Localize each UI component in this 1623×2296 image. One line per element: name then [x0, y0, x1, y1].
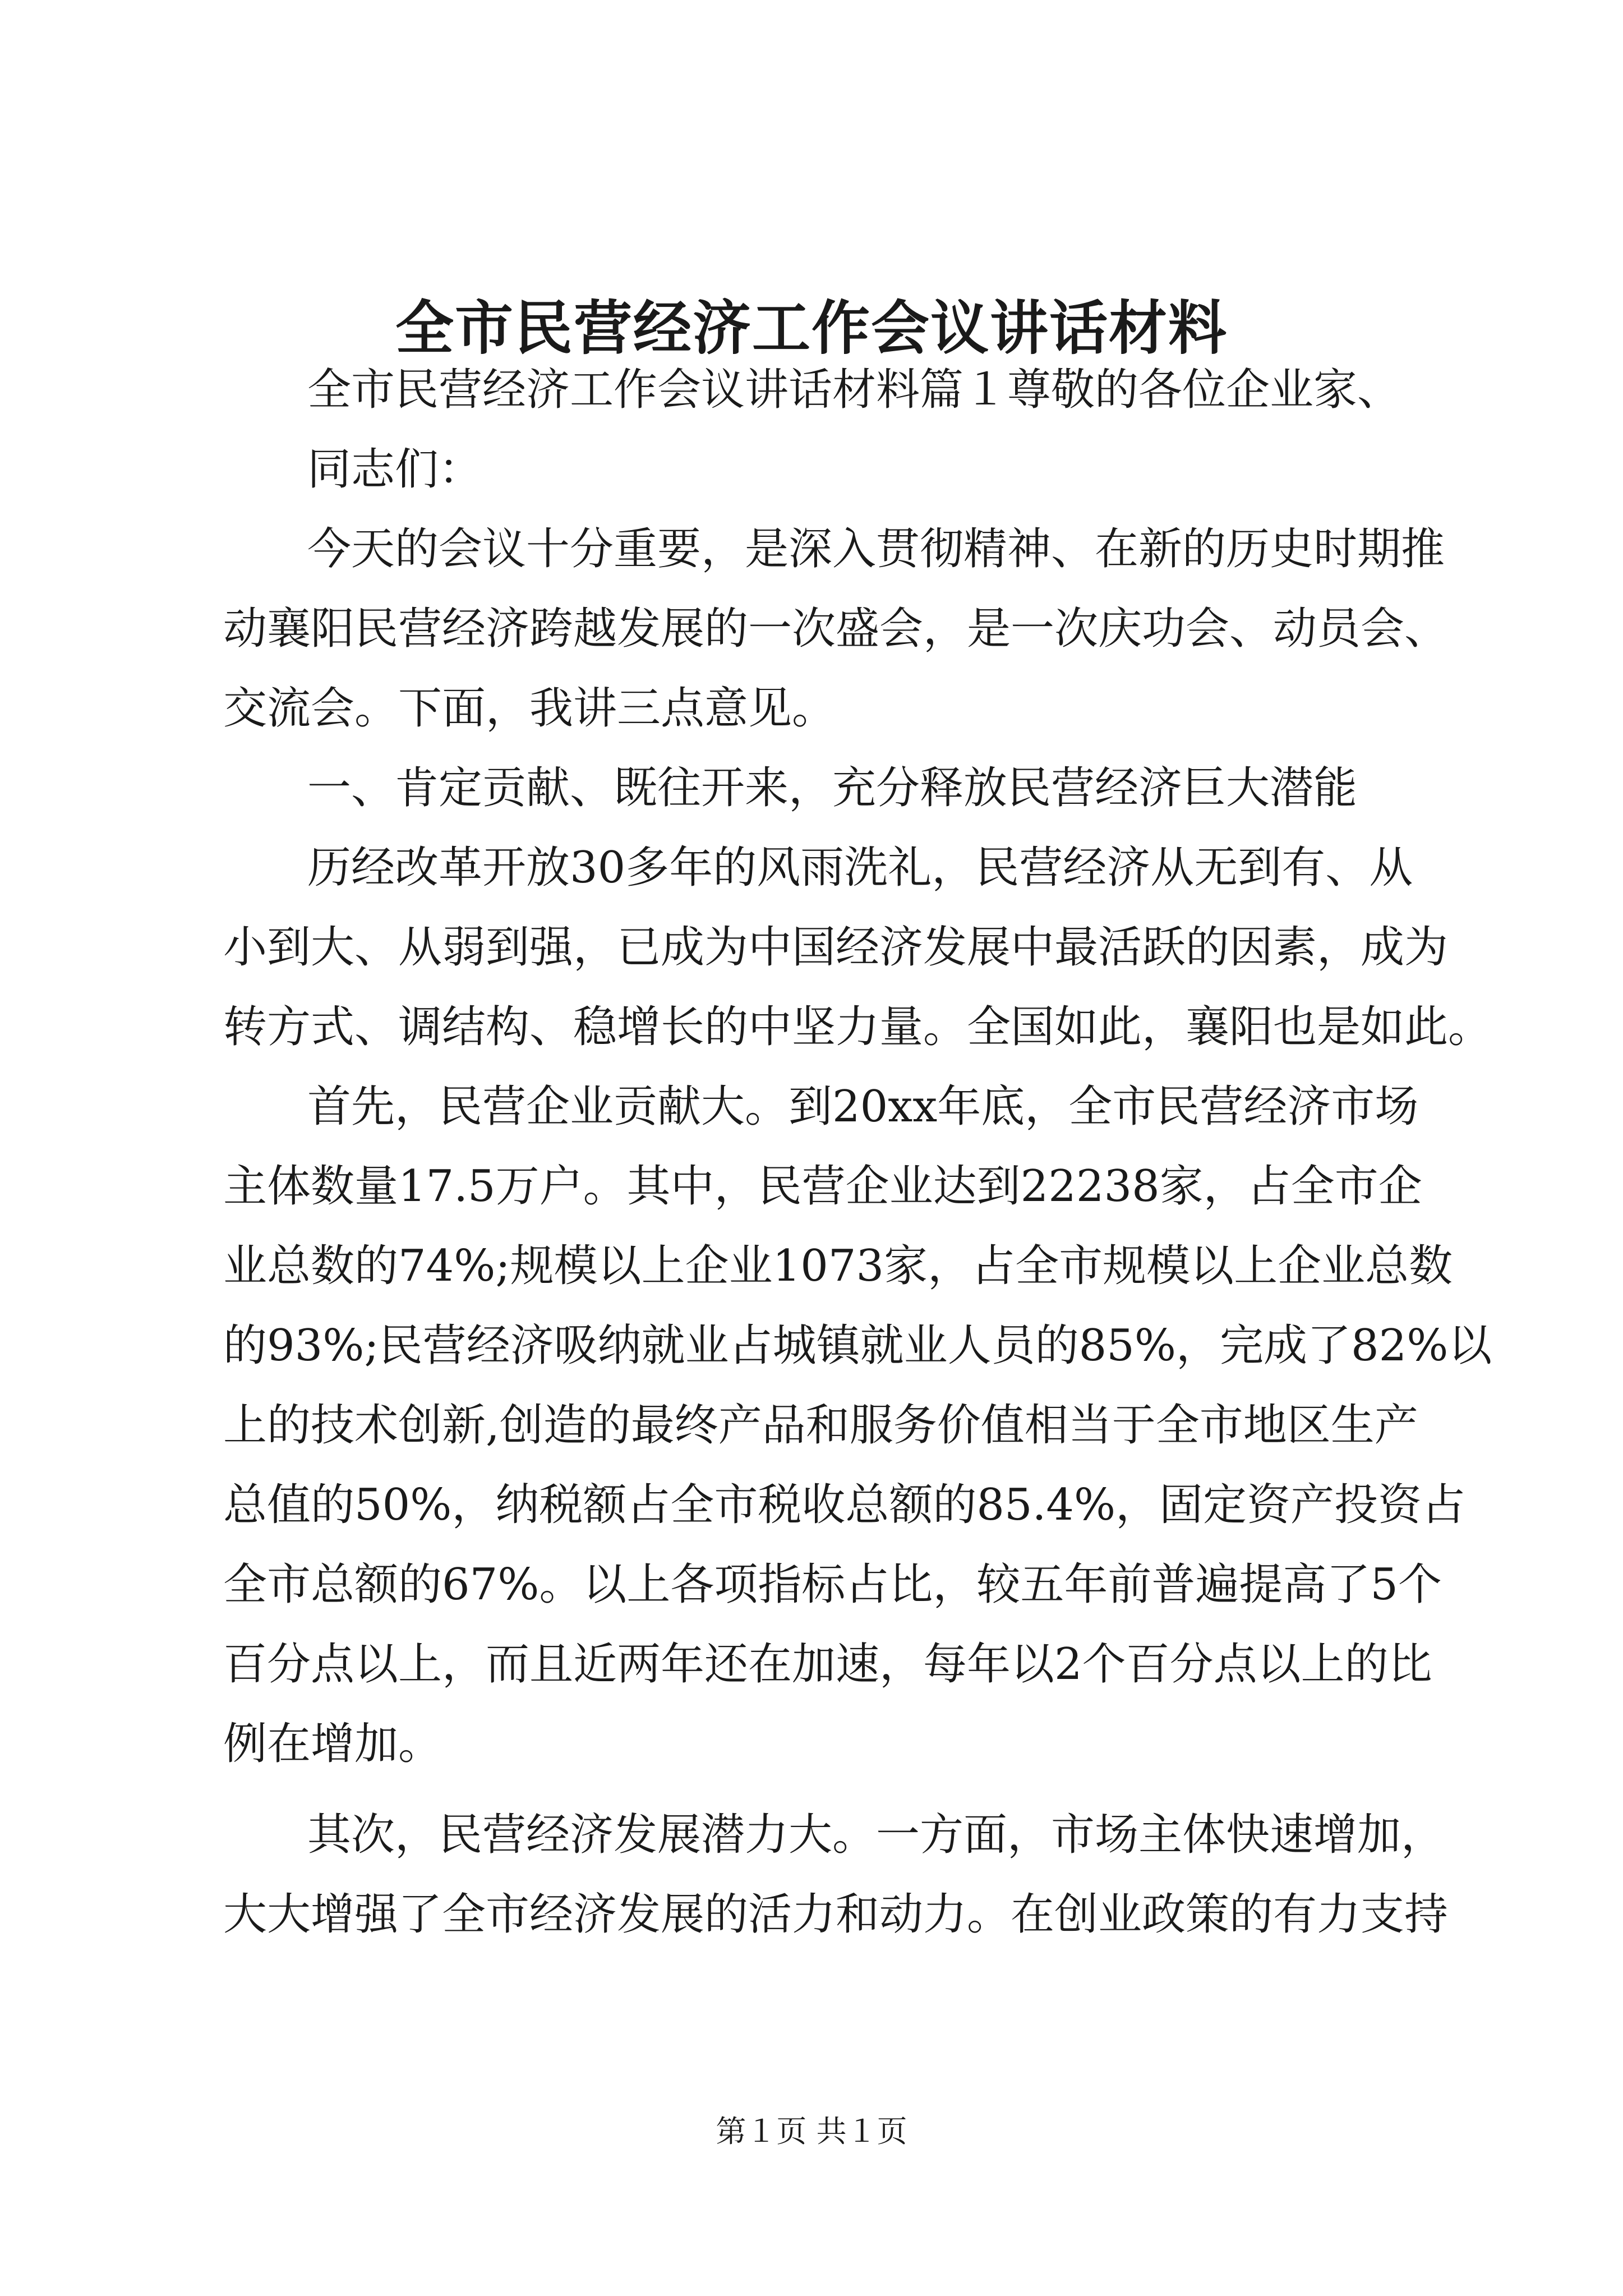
text-line: 首先，民营企业贡献大。到20xx年底，全市民营经济市场 — [307, 1082, 1419, 1132]
text-line: 小到大、从弱到强，已成为中国经济发展中最活跃的因素，成为 — [223, 922, 1449, 973]
text-line: 交流会。下面，我讲三点意见。 — [223, 683, 836, 734]
text-line: 同志们： — [307, 444, 483, 495]
text-line: 例在增加。 — [223, 1719, 442, 1769]
document-title: 全市民营经济工作会议讲话材料 — [395, 293, 1228, 362]
text-line: 的93%;民营经济吸纳就业占城镇就业人员的85%，完成了82%以 — [223, 1320, 1492, 1371]
text-line: 主体数量17.5万户。其中，民营企业达到22238家，占全市企 — [223, 1161, 1422, 1212]
text-line: 总值的50%，纳税额占全市税收总额的85.4%，固定资产投资占 — [223, 1480, 1466, 1530]
text-line: 动襄阳民营经济跨越发展的一次盛会，是一次庆功会、动员会、 — [223, 604, 1449, 654]
text-line: 大大增强了全市经济发展的活力和动力。在创业政策的有力支持 — [223, 1889, 1449, 1940]
text-line: 百分点以上，而且近两年还在加速，每年以2个百分点以上的比 — [223, 1639, 1432, 1690]
text-line: 其次，民营经济发展潜力大。一方面，市场主体快速增加， — [307, 1810, 1445, 1860]
page-footer: 第１页 共１页 — [716, 2114, 907, 2149]
text-line: 上的技术创新,创造的最终产品和服务价值相当于全市地区生产 — [223, 1400, 1418, 1451]
text-line: 转方式、调结构、稳增长的中坚力量。全国如此，襄阳也是如此。 — [223, 1002, 1492, 1052]
text-line: 全市民营经济工作会议讲话材料篇１尊敬的各位企业家、 — [307, 365, 1401, 415]
document-body — [223, 350, 1492, 1954]
text-line: 历经改革开放30多年的风雨洗礼，民营经济从无到有、从 — [307, 843, 1413, 893]
text-line: 业总数的74%;规模以上企业1073家，占全市规模以上企业总数 — [223, 1241, 1453, 1291]
text-line: 今天的会议十分重要，是深入贯彻精神、在新的历史时期推 — [307, 524, 1445, 574]
section-heading: 一、肯定贡献、既往开来，充分释放民营经济巨大潜能 — [307, 763, 1358, 813]
text-line: 全市总额的67%。以上各项指标占比，较五年前普遍提高了5个 — [223, 1559, 1442, 1610]
